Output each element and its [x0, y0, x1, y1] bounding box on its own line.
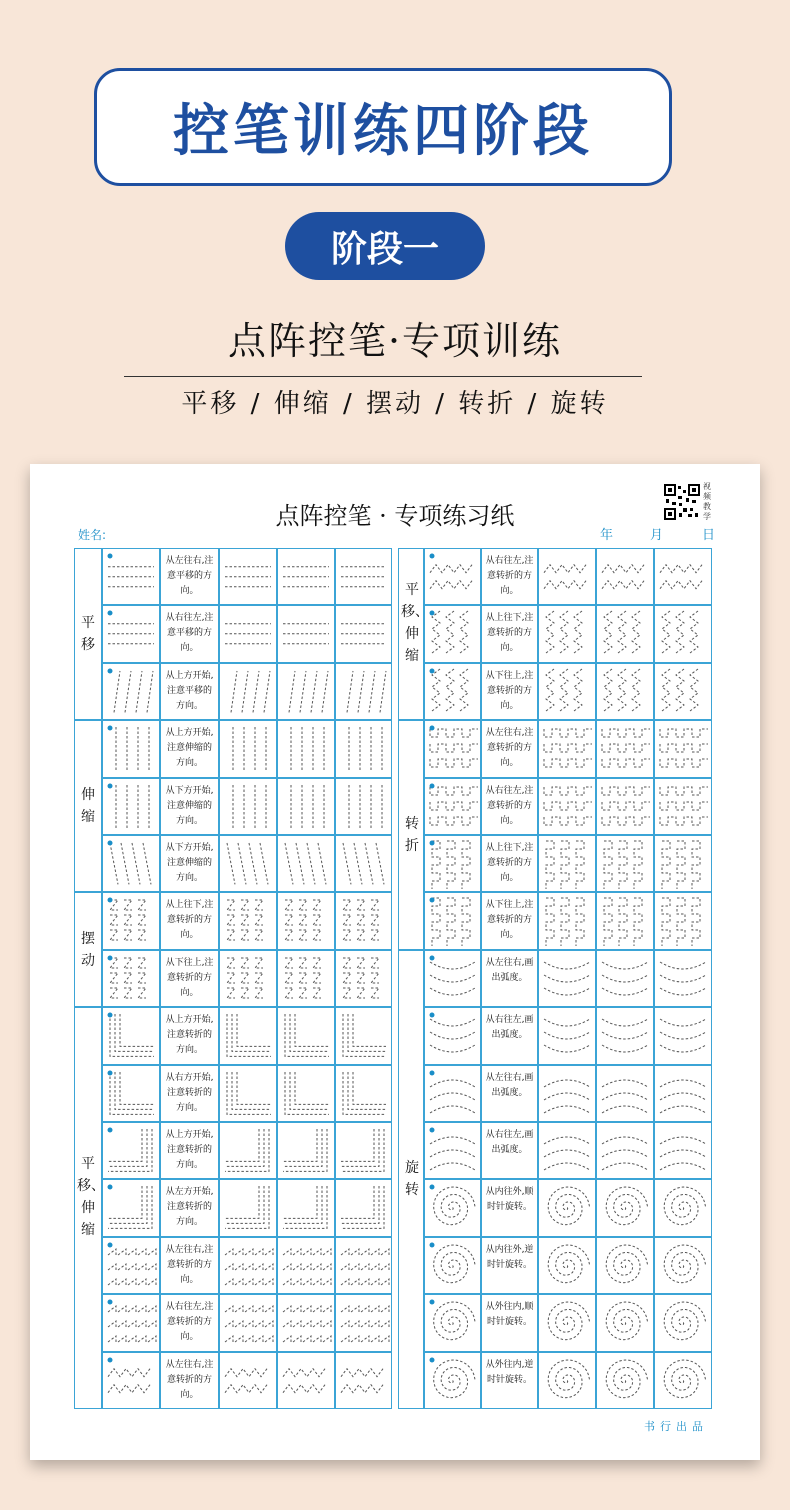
- trace-pattern: [335, 892, 392, 949]
- main-title-box: [94, 68, 672, 186]
- trace-pattern: [596, 892, 654, 949]
- trace-pattern: [335, 548, 392, 605]
- group-label: 转折: [405, 816, 419, 854]
- trace-pattern: [277, 663, 335, 720]
- instruction-text: 从右往左,注意平移的方向。: [165, 613, 214, 654]
- day-label: 日: [702, 528, 716, 543]
- trace-pattern: [538, 835, 596, 892]
- name-field-label: 姓名:: [78, 528, 107, 542]
- instruction-text: 从外往内,顺时针旋转。: [485, 1302, 534, 1328]
- demo-pattern: [102, 835, 160, 892]
- trace-pattern: [538, 548, 596, 605]
- instruction-text: 从外往内,逆时针旋转。: [485, 1359, 534, 1385]
- demo-pattern: [424, 605, 481, 662]
- trace-pattern: [277, 1122, 335, 1179]
- trace-pattern: [277, 605, 335, 662]
- demo-pattern: [102, 950, 160, 1007]
- instruction-text: 从上往下,注意转折的方向。: [165, 900, 214, 941]
- divider: [124, 376, 642, 377]
- trace-pattern: [654, 1122, 712, 1179]
- group-label: 伸缩: [81, 787, 95, 826]
- trace-pattern: [335, 950, 392, 1007]
- trace-pattern: [219, 1179, 277, 1236]
- trace-pattern: [219, 720, 277, 777]
- instruction-text: 从内往外,逆时针旋转。: [485, 1244, 534, 1270]
- trace-pattern: [277, 892, 335, 949]
- trace-pattern: [335, 663, 392, 720]
- trace-pattern: [219, 1065, 277, 1122]
- instruction-text: 从左方开始,注意转折的方向。: [165, 1187, 214, 1228]
- group-label: 平移、伸缩: [77, 1156, 105, 1239]
- instruction-text: 从下方开始,注意伸缩的方向。: [165, 843, 214, 883]
- trace-pattern: [277, 720, 335, 777]
- trace-pattern: [596, 605, 654, 662]
- group-label: 平移: [81, 615, 95, 654]
- trace-pattern: [596, 1352, 654, 1409]
- demo-pattern: [102, 1179, 160, 1236]
- instruction-text: 从左往右,注意转折的方向。: [165, 1359, 214, 1400]
- trace-pattern: [277, 1237, 335, 1294]
- trace-pattern: [654, 1352, 712, 1409]
- trace-pattern: [654, 1237, 712, 1294]
- trace-pattern: [277, 1007, 335, 1064]
- stage-badge: [285, 212, 485, 280]
- instruction-text: 从左往右,画出弧度。: [485, 957, 534, 983]
- instruction-text: 从上往下,注意转折的方向。: [485, 613, 534, 654]
- instruction-text: 从上方开始,注意转折的方向。: [165, 1130, 214, 1170]
- publisher-footer: 书行出品: [644, 1420, 708, 1433]
- trace-pattern: [219, 1007, 277, 1064]
- trace-pattern: [219, 778, 277, 835]
- sheet-title: 点阵控笔 · 专项练习纸: [275, 502, 515, 530]
- demo-pattern: [424, 663, 481, 720]
- instruction-text: 从上方开始,注意转折的方向。: [165, 1015, 214, 1056]
- demo-pattern: [424, 1294, 481, 1351]
- trace-pattern: [335, 1294, 392, 1351]
- demo-pattern: [102, 1237, 160, 1294]
- demo-pattern: [102, 892, 160, 949]
- trace-pattern: [596, 778, 654, 835]
- trace-pattern: [335, 605, 392, 662]
- trace-pattern: [596, 1237, 654, 1294]
- trace-pattern: [654, 1294, 712, 1351]
- trace-pattern: [538, 663, 596, 720]
- demo-pattern: [424, 1007, 481, 1064]
- main-title: 控笔训练四阶段: [173, 99, 593, 164]
- trace-pattern: [219, 1122, 277, 1179]
- trace-pattern: [596, 1179, 654, 1236]
- trace-pattern: [538, 1237, 596, 1294]
- trace-pattern: [654, 1179, 712, 1236]
- trace-pattern: [538, 1179, 596, 1236]
- trace-pattern: [596, 1007, 654, 1064]
- demo-pattern: [424, 892, 481, 949]
- trace-pattern: [538, 1065, 596, 1122]
- instruction-text: 从上方开始,注意平移的方向。: [165, 670, 214, 711]
- trace-pattern: [335, 778, 392, 835]
- trace-pattern: [538, 778, 596, 835]
- trace-pattern: [538, 1122, 596, 1179]
- stage-label: 阶段一: [330, 228, 439, 270]
- qr-code-icon: [664, 484, 700, 520]
- trace-pattern: [654, 892, 712, 949]
- trace-pattern: [538, 605, 596, 662]
- trace-pattern: [335, 720, 392, 777]
- trace-pattern: [654, 835, 712, 892]
- instruction-text: 从上往下,注意转折的方向。: [485, 843, 534, 883]
- instruction-text: 从左往右,注意平移的方向。: [165, 556, 214, 596]
- instruction-text: 从下往上,注意转折的方向。: [485, 900, 534, 941]
- trace-pattern: [654, 1065, 712, 1122]
- demo-pattern: [102, 663, 160, 720]
- trace-pattern: [538, 892, 596, 949]
- demo-pattern: [102, 778, 160, 835]
- trace-pattern: [277, 778, 335, 835]
- instruction-text: 从内往外,顺时针旋转。: [485, 1187, 534, 1213]
- trace-pattern: [219, 892, 277, 949]
- group-label: 摆动: [81, 930, 95, 969]
- trace-pattern: [335, 1122, 392, 1179]
- instruction-text: 从右往左,画出弧度。: [485, 1015, 534, 1041]
- instruction-text: 从上方开始,注意伸缩的方向。: [165, 728, 214, 769]
- demo-pattern: [424, 950, 481, 1007]
- trace-pattern: [277, 950, 335, 1007]
- trace-pattern: [596, 950, 654, 1007]
- qr-label: 视频教学: [703, 482, 711, 521]
- trace-pattern: [335, 835, 392, 892]
- subtitle: 点阵控笔·专项训练: [227, 319, 563, 363]
- trace-pattern: [219, 1294, 277, 1351]
- group-label: 平移、伸缩: [401, 582, 429, 665]
- trace-pattern: [219, 548, 277, 605]
- demo-pattern: [102, 720, 160, 777]
- demo-pattern: [424, 778, 481, 835]
- trace-pattern: [596, 663, 654, 720]
- keywords: 平移 / 伸缩 / 摆动 / 转折 / 旋转: [181, 389, 609, 419]
- trace-pattern: [277, 1065, 335, 1122]
- demo-pattern: [102, 548, 160, 605]
- demo-pattern: [424, 835, 481, 892]
- trace-pattern: [335, 1179, 392, 1236]
- trace-pattern: [596, 1065, 654, 1122]
- trace-pattern: [335, 1007, 392, 1064]
- instruction-text: 从下往上,注意转折的方向。: [485, 670, 534, 711]
- trace-pattern: [654, 720, 712, 777]
- demo-pattern: [102, 605, 160, 662]
- instruction-text: 从右往左,注意转折的方向。: [485, 785, 534, 826]
- demo-pattern: [424, 1122, 481, 1179]
- instruction-text: 从左往右,注意转折的方向。: [485, 728, 534, 769]
- trace-pattern: [596, 1294, 654, 1351]
- demo-pattern: [424, 720, 481, 777]
- trace-pattern: [654, 548, 712, 605]
- trace-pattern: [219, 835, 277, 892]
- trace-pattern: [219, 663, 277, 720]
- trace-pattern: [219, 605, 277, 662]
- trace-pattern: [654, 1007, 712, 1064]
- trace-pattern: [277, 1179, 335, 1236]
- instruction-text: 从右往左,注意转折的方向。: [165, 1302, 214, 1343]
- demo-pattern: [102, 1352, 160, 1409]
- trace-pattern: [596, 1122, 654, 1179]
- month-label: 月: [650, 528, 664, 543]
- demo-pattern: [102, 1007, 160, 1064]
- trace-pattern: [219, 1352, 277, 1409]
- instruction-text: 从右往左,注意转折的方向。: [485, 556, 534, 596]
- trace-pattern: [596, 548, 654, 605]
- trace-pattern: [335, 1237, 392, 1294]
- trace-pattern: [277, 1294, 335, 1351]
- demo-pattern: [102, 1294, 160, 1351]
- group-label: 旋转: [405, 1160, 419, 1199]
- trace-pattern: [277, 548, 335, 605]
- trace-pattern: [219, 1237, 277, 1294]
- instruction-text: 从右往左,画出弧度。: [485, 1130, 534, 1155]
- demo-pattern: [424, 1065, 481, 1122]
- trace-pattern: [538, 1352, 596, 1409]
- trace-pattern: [335, 1352, 392, 1409]
- instruction-text: 从左往右,画出弧度。: [485, 1072, 534, 1098]
- trace-pattern: [335, 1065, 392, 1122]
- trace-pattern: [277, 835, 335, 892]
- demo-pattern: [424, 1179, 481, 1236]
- trace-pattern: [654, 605, 712, 662]
- trace-pattern: [538, 720, 596, 777]
- trace-pattern: [596, 720, 654, 777]
- trace-pattern: [538, 1007, 596, 1064]
- instruction-text: 从左往右,注意转折的方向。: [165, 1244, 214, 1285]
- demo-pattern: [424, 1352, 481, 1409]
- trace-pattern: [538, 1294, 596, 1351]
- demo-pattern: [424, 548, 481, 605]
- instruction-text: 从下往上,注意转折的方向。: [165, 957, 214, 998]
- instruction-text: 从下方开始,注意伸缩的方向。: [165, 785, 214, 826]
- trace-pattern: [538, 950, 596, 1007]
- trace-pattern: [277, 1352, 335, 1409]
- trace-pattern: [219, 950, 277, 1007]
- demo-pattern: [102, 1065, 160, 1122]
- year-label: 年: [600, 528, 614, 543]
- trace-pattern: [654, 663, 712, 720]
- trace-pattern: [654, 778, 712, 835]
- demo-pattern: [102, 1122, 160, 1179]
- demo-pattern: [424, 1237, 481, 1294]
- instruction-text: 从右方开始,注意转折的方向。: [165, 1072, 214, 1113]
- practice-sheet: [30, 464, 760, 1460]
- trace-pattern: [596, 835, 654, 892]
- trace-pattern: [654, 950, 712, 1007]
